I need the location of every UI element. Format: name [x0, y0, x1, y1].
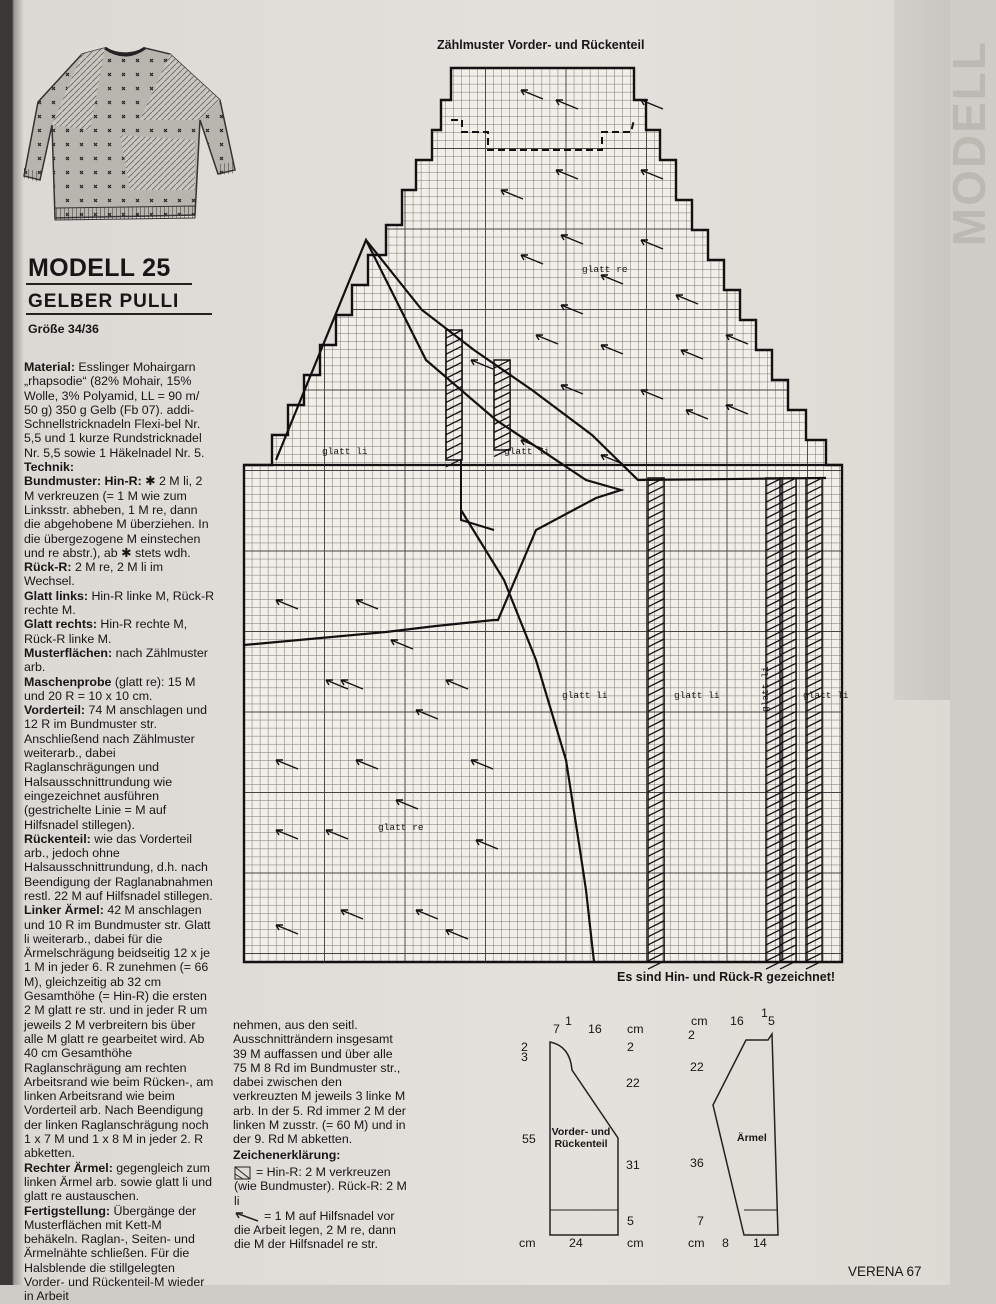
cross-stitch-symbol-icon [234, 1166, 252, 1180]
instruction-label: Rückenteil: [24, 831, 91, 846]
chart-label-glatt-li-r3: glatt li [803, 690, 849, 701]
legend-item-2: = 1 M auf Hilfsnadel vor die Arbeit legen, 2 M re, dann die M der Hilfsnadel re str. [234, 1208, 396, 1252]
body-dim-top-3: 16 [588, 1022, 602, 1036]
instruction-paragraph [24, 460, 216, 474]
instruction-paragraph [24, 703, 216, 832]
body-dim-top-2: 1 [565, 1014, 572, 1028]
instruction-label: Material: [24, 360, 75, 374]
body-bottom-unit-left: cm [519, 1236, 536, 1250]
sleeve-dim-left-2: 22 [690, 1060, 704, 1074]
instruction-text: 2 M re, 2 M li im Wechsel. [24, 560, 164, 589]
instruction-paragraph [24, 675, 216, 704]
instruction-paragraph [24, 646, 216, 675]
chart-label-glatt-li-mid: glatt li [504, 446, 550, 457]
sleeve-bottom-unit: cm [688, 1236, 705, 1250]
instruction-text: Hin-R linke M, Rück-R rechte M. [24, 588, 215, 618]
body-dim-right-2: 22 [626, 1076, 640, 1090]
instruction-text: Hin-R rechte M, Rück-R linke M. [24, 617, 188, 646]
body-dim-left-2: 3 [521, 1050, 528, 1064]
legend [234, 1165, 414, 1252]
stitch-chart [236, 60, 850, 970]
title-rule [26, 283, 192, 285]
body-dim-right-4: 5 [627, 1214, 634, 1228]
sleeve-bottom-1: 8 [722, 1236, 729, 1250]
body-height: 55 [522, 1132, 536, 1146]
sleeve-dim-top-unit: cm [691, 1014, 708, 1028]
sleeve-bottom-2: 14 [753, 1236, 767, 1250]
legend-item-1: = Hin-R: 2 M verkreuzen (wie Bundmuster). Rück-R: 2 M li [234, 1165, 407, 1208]
instruction-label: Rück-R: [24, 560, 72, 575]
instruction-paragraph [24, 474, 216, 560]
instruction-paragraph [24, 360, 216, 460]
chart-label-glatt-re-lower: glatt re [378, 822, 424, 833]
instruction-text: wie das Vorderteil arb., jedoch ohne Halsausschnittrundung, d.h. nach Beendigung der Raglanabnahmen restl. 22 M auf Hilfsnadel stillegen. [24, 831, 213, 903]
instruction-paragraph [24, 589, 216, 618]
body-dim-top-unit: cm [627, 1022, 644, 1036]
instruction-text: nach Zählmuster arb. [24, 645, 208, 675]
chart-label-glatt-li-r1: glatt li [562, 690, 608, 701]
size-label: Größe 34/36 [28, 322, 99, 336]
sleeve-schematic-label: Ärmel [737, 1132, 767, 1144]
instruction-label: Technik: [24, 460, 75, 475]
chart-label-glatt-li-r2: glatt li [674, 690, 720, 701]
model-name: GELBER PULLI [28, 291, 180, 312]
adjacent-page-text: MODELL [943, 40, 995, 247]
sleeve-dim-left-4: 7 [697, 1214, 704, 1228]
instruction-label: Glatt links: [24, 588, 89, 603]
instruction-label: Fertigstellung: [24, 1203, 111, 1218]
body-dim-right-unit: cm [627, 1236, 644, 1250]
instruction-text: 42 M anschlagen und 10 R im Bundmuster str. Glatt li weiterarb., dabei für die Ärmelschrägung beidseitig 12 x je 1 M in jeder 6. R zunehmen (= 66 M), gleichzeitig ab 32 cm Gesamthöhe (= Hin-R) die ersten 2 M glatt re str. und in jeder R um jeweils 2 M verbreitern bis über alle M glatt re gearbeitet wird. Ab 40 cm Gesamthöhe Raglanschrägung am rechten Arbeitsrand wie beim Rücken-, am linken Arbeitsrand wie beim Vorderteil arb. Nach Beendigung der linken Raglanschrägung noch 1 x 7 M und 1 x 8 M in jeder 2. R abketten. [24, 903, 214, 1161]
instruction-text: Übergänge der Musterflächen mit Kett-M behäkeln. Raglan-, Seiten- und Ärmelnähte schließen. Für die Halsblende die stillgelegten Vorder- und Rückenteil-M wieder in Arbeit [24, 1203, 205, 1304]
chart-note: Es sind Hin- und Rück-R gezeichnet! [617, 970, 836, 984]
instruction-label: Rechter Ärmel: [24, 1160, 113, 1175]
legend-title: Zeichenerklärung: [233, 1148, 341, 1162]
name-rule [26, 313, 212, 315]
instruction-text: gegengleich zum linken Ärmel arb. sowie glatt li und glatt re austauschen. [24, 1160, 213, 1204]
instructions-column [24, 360, 216, 1304]
instruction-paragraph [24, 617, 216, 646]
sleeve-dim-top-1: 16 [730, 1014, 744, 1028]
adjacent-page-edge [894, 0, 995, 700]
sweater-illustration [20, 40, 240, 225]
body-dim-right-1: 2 [627, 1040, 634, 1054]
body-dim-left-1: 2 [521, 1040, 528, 1054]
instruction-text: (glatt re): 15 M und 20 R = 10 x 10 cm. [24, 674, 196, 703]
arrow-symbol-icon [234, 1211, 260, 1223]
instruction-text: 74 M anschlagen und 12 R im Bundmuster str. Anschließend nach Zählmuster weiterarb., dabei Raglanschrägungen und Halsausschnittrundung wie eingezeichnet ausführen (gestrichelte Linie = M auf Hilfsnadel stillegen). [24, 703, 207, 832]
sleeve-dim-top-2: 1 [761, 1006, 768, 1020]
body-dim-right-3: 31 [626, 1158, 640, 1172]
sleeve-dim-top-3: 5 [768, 1014, 775, 1028]
instruction-paragraph [24, 832, 216, 903]
instruction-label: Glatt rechts: [24, 617, 97, 632]
instruction-label: Vorderteil: [24, 703, 86, 718]
model-title: MODELL 25 [28, 254, 171, 282]
body-dim-top-1: 7 [553, 1022, 560, 1036]
instruction-paragraph [24, 903, 216, 1160]
instruction-text: ✱ 2 M li, 2 M verkreuzen (= 1 M wie zum Linksstr. abheben, 1 M re, dann die abgehobene M überziehen. In die übergezogene M einstechen und re abstr.), ab ✱ stets wdh. [24, 474, 209, 560]
body-bottom-width: 24 [569, 1236, 583, 1250]
chart-title: Zählmuster Vorder- und Rückenteil [437, 38, 645, 52]
instruction-paragraph [24, 1161, 216, 1204]
body-schematic-label: Vorder- und Rückenteil [551, 1126, 611, 1150]
chart-label-glatt-li-vertical: glatt li [760, 666, 771, 712]
sleeve-dim-left-1: 2 [688, 1028, 695, 1042]
instruction-paragraph [24, 1204, 216, 1304]
instruction-label: Maschenprobe [24, 674, 112, 689]
instruction-text: Esslinger Mohairgarn „rhapsodie“ (82% Mohair, 15% Wolle, 3% Polyamid, LL = 90 m/ 50 g) 350 g Gelb (Fb 07). addi-Schnellstricknadeln Flexi-bel Nr. 5,5 und 1 kurze Rundstricknadel Nr. 5,5 sowie 1 Häkelnadel Nr. 5. [24, 360, 205, 460]
instruction-label: Linker Ärmel: [24, 903, 104, 918]
page-footer: VERENA 67 [848, 1264, 922, 1279]
chart-label-glatt-re-top: glatt re [582, 264, 628, 275]
sleeve-dim-left-3: 36 [690, 1156, 704, 1170]
chart-label-glatt-li-left: glatt li [322, 446, 368, 457]
instruction-label: Musterflächen: [24, 645, 113, 660]
instruction-label: Bundmuster: Hin-R: [24, 474, 142, 489]
instructions-continued: nehmen, aus den seitl. Ausschnitträndern insgesamt 39 M auffassen und über alle 75 M 8 Rd im Bundmuster str., dabei zwischen den verkreuzten M jeweils 3 linke M arb. In der 5. Rd immer 2 M der linken M zusstr. (= 60 M) und in der 9. Rd M abketten. [233, 1018, 406, 1147]
instruction-paragraph [24, 560, 216, 589]
